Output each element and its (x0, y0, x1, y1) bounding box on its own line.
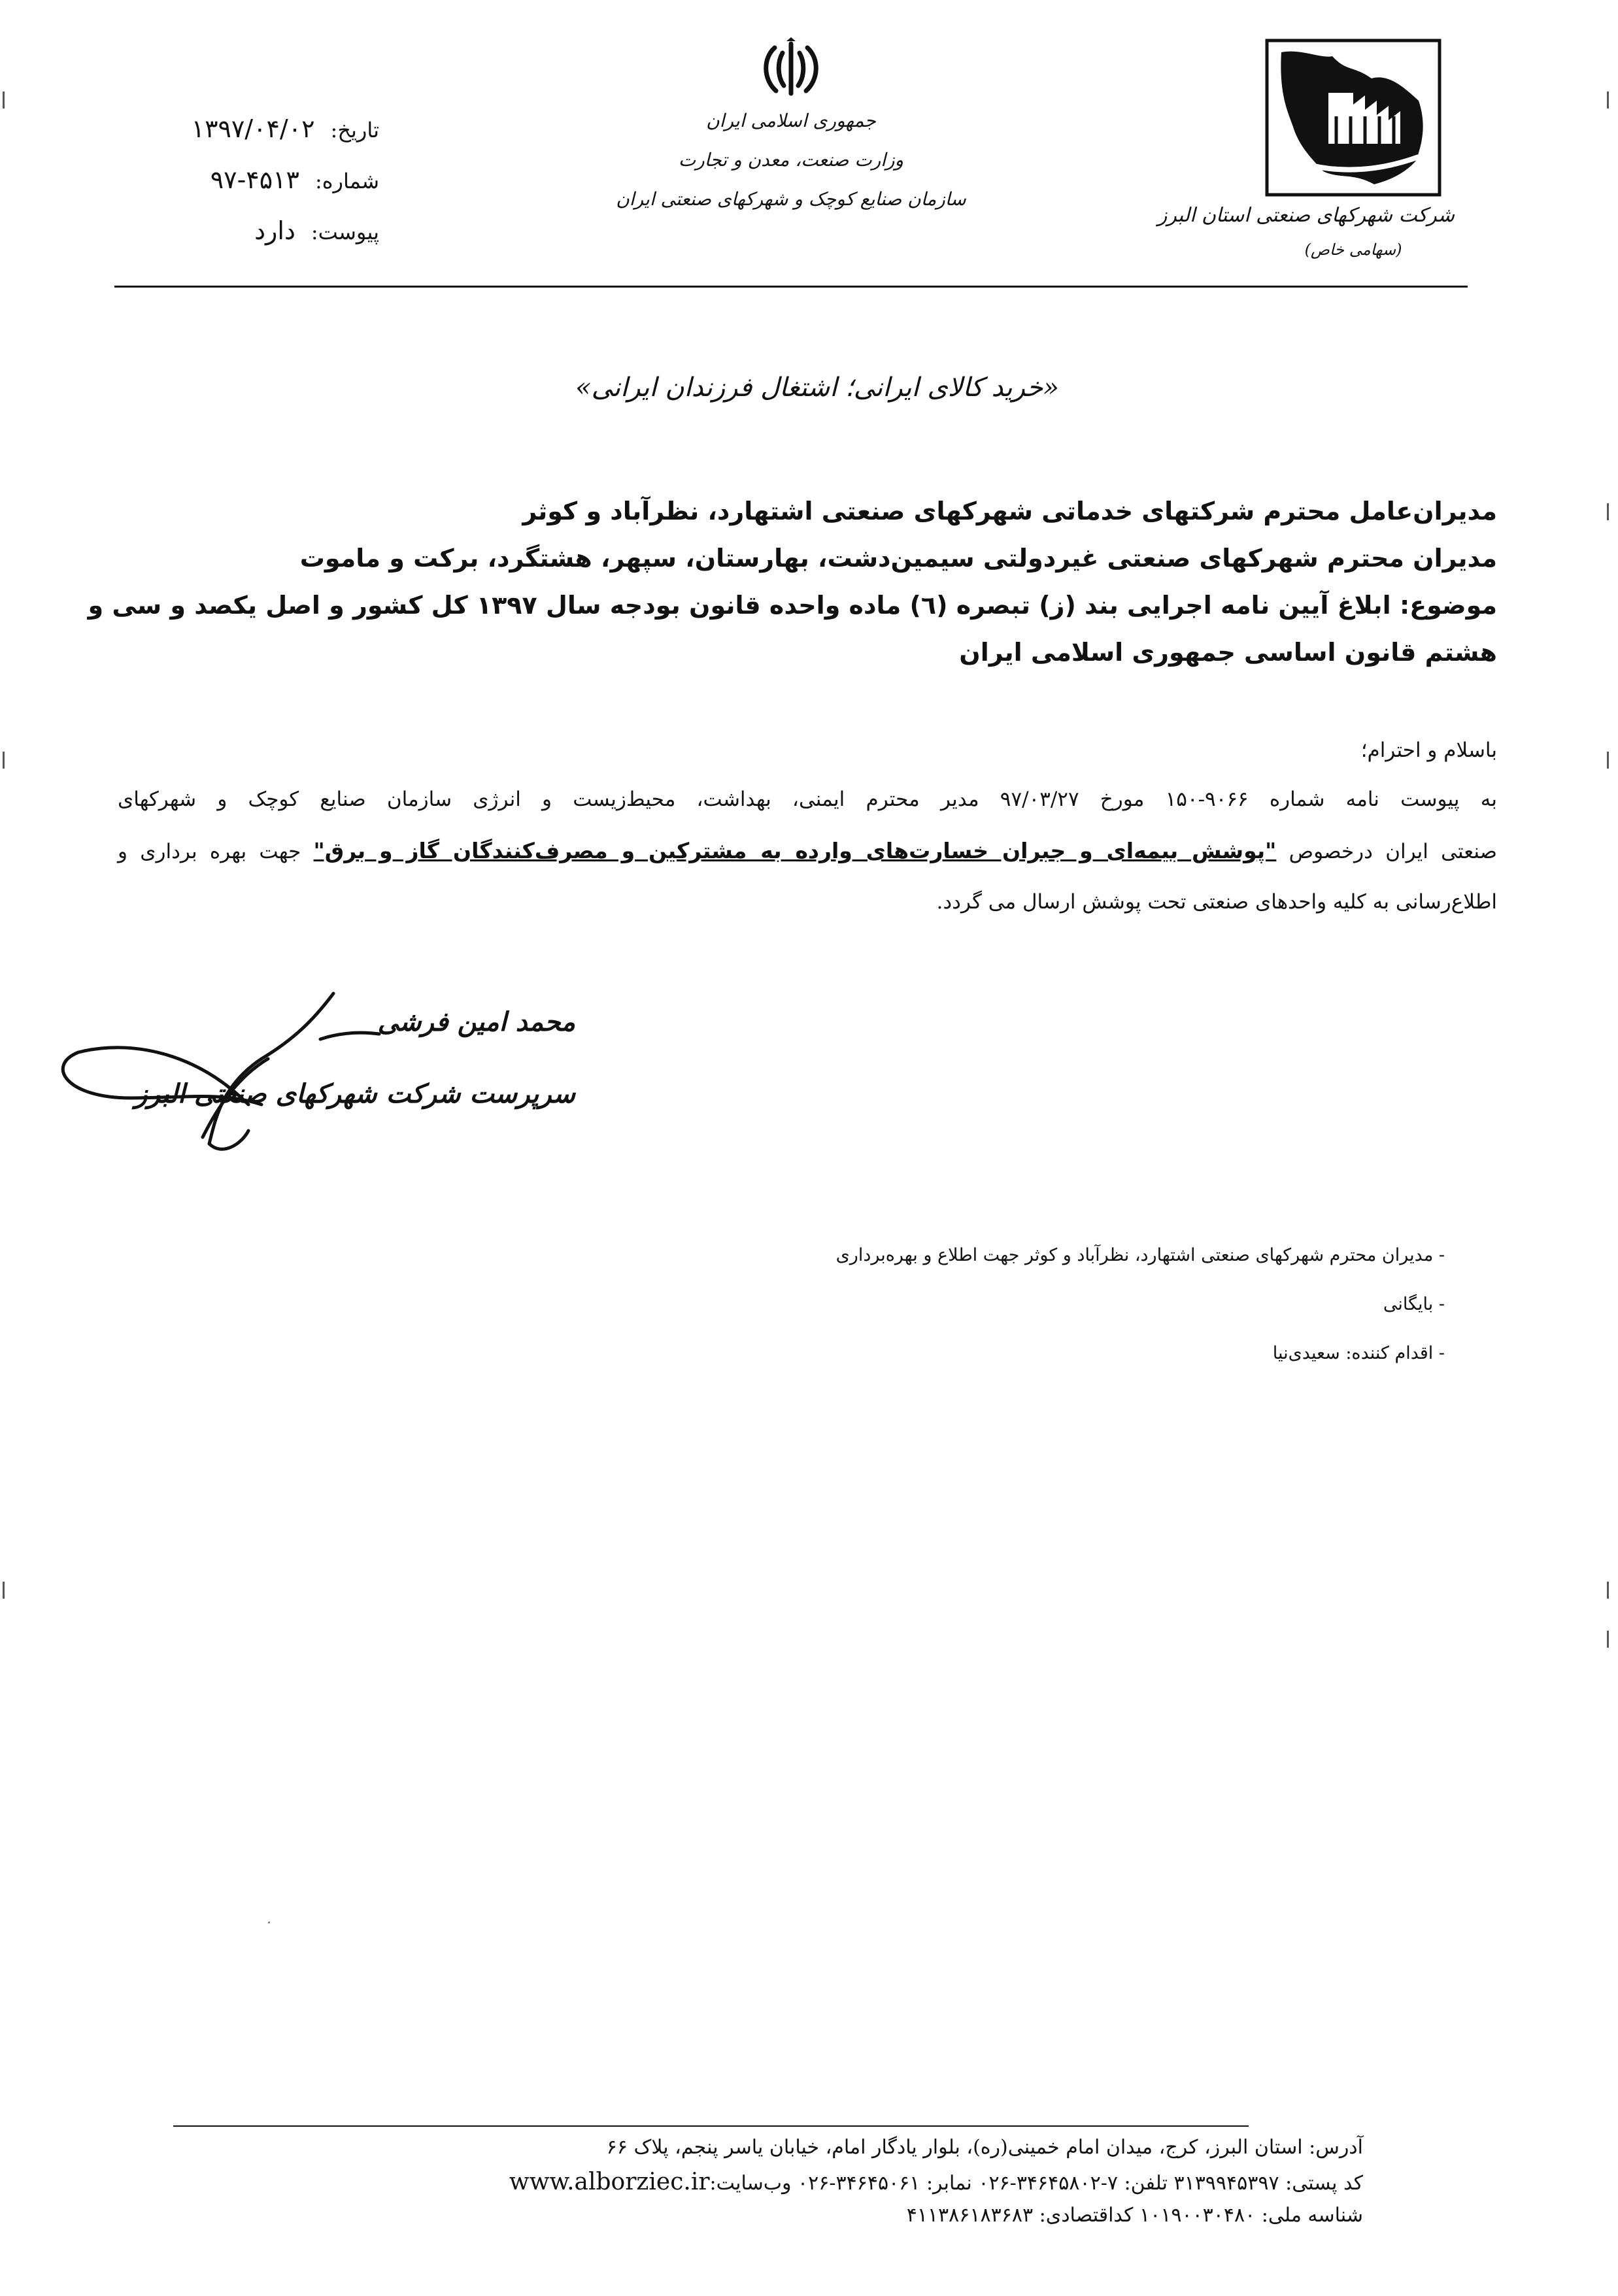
recipients-line-1: مدیران‌عامل محترم شرکتهای خدماتی شهرکهای صنعتی اشتهارد، نظرآباد و کوثر (522, 497, 1497, 525)
scan-edge-mark (1607, 503, 1609, 520)
cc-item: - اقدام کننده: سعیدی‌نیا (1272, 1343, 1445, 1363)
meta-attachment-row (131, 216, 379, 249)
signer-title: سرپرست شرکت شهرکهای صنعتی البرز (135, 1078, 575, 1109)
government-header (608, 36, 974, 271)
gov-organization: سازمان صنایع کوچک و شهرکهای صنعتی ایران (616, 188, 966, 210)
scan-edge-mark (1607, 92, 1609, 108)
subject-line-2: هشتم قانون اساسی جمهوری اسلامی ایران (959, 638, 1497, 667)
body-line-2 (118, 838, 1497, 863)
body-line-2-start: صنعتی ایران درخصوص (1289, 840, 1498, 863)
attachment-value: دارد (254, 216, 295, 245)
signer-name: محمد امین فرشی (377, 1007, 575, 1037)
company-name: شرکت شهرکهای صنعتی استان البرز (1157, 204, 1455, 227)
gov-ministry: وزارت صنعت، معدن و تجارت (678, 149, 904, 171)
cc-item: - مدیران محترم شهرکهای صنعتی اشتهارد، نظرآباد و کوثر جهت اطلاع و بهره‌برداری (835, 1245, 1445, 1265)
header-divider (114, 286, 1468, 288)
iran-map-factory-logo-icon (1255, 33, 1451, 203)
footer-contact (173, 2169, 1363, 2195)
scan-edge-mark (1607, 752, 1609, 769)
footer-ids: شناسه ملی: ۱۰۱۹۰۰۳۰۴۸۰ کداقتصادی: ۴۱۱۳۸۶۱۸۳۶۸۳ (906, 2204, 1363, 2227)
footer-divider (173, 2125, 1249, 2127)
footer-contact-details: کد پستی: ۳۱۳۹۹۴۵۳۹۷ تلفن: ۷-۳۴۶۴۵۸۰۲-۰۲۶ نمابر: ۳۴۶۴۵۰۶۱-۰۲۶ وب‌سایت: (709, 2172, 1363, 2195)
greeting: باسلام و احترام؛ (1360, 739, 1497, 762)
subject-line-1: موضوع: ابلاغ آیین نامه اجرایی بند (ز) تبصره (٦) ماده واحده قانون بودجه سال ۱۳۹۷ کل کشور و اصل یکصد و سی و (88, 591, 1497, 620)
body-line-1: به پیوست نامه شماره ۹۰۶۶-۱۵۰ مورخ ۹۷/۰۳/۲۷ مدیر محترم ایمنی، بهداشت، محیط‌زیست و انرژی سازمان صنایع کوچک و شهرکهای (118, 788, 1497, 811)
footer-address: آدرس: استان البرز، کرج، میدان امام خمینی(ره)، بلوار یادگار امام، خیابان یاسر پنجم، پلاک ۶۶ (606, 2136, 1363, 2159)
body-line-2-end: جهت بهره برداری و (118, 840, 301, 863)
number-label: شماره: (314, 169, 379, 193)
company-type: (سهامی خاص) (1304, 241, 1402, 259)
insurance-topic-emphasis: "پوشش بیمه‌ای و جبران خسارت‌های وارده به مشترکین و مصرف‌کنندگان گاز و برق" (313, 838, 1277, 863)
website-link[interactable]: www.alborziec.ir (509, 2169, 710, 2195)
slogan: «خرید کالای ایرانی؛ اشتغال فرزندان ایرانی» (575, 373, 1059, 403)
scan-edge-mark (3, 92, 5, 108)
gov-country: جمهوری اسلامی ایران (706, 110, 876, 131)
scan-edge-mark (3, 752, 5, 769)
iran-emblem-icon (755, 36, 827, 101)
scan-edge-mark (1607, 1631, 1609, 1648)
body-line-3: اطلاع‌رسانی به کلیه واحدهای صنعتی تحت پوشش ارسال می گردد. (936, 890, 1497, 914)
date-label: تاریخ: (330, 118, 379, 142)
scan-speck (268, 1922, 270, 1923)
recipients-line-2: مدیران محترم شهرکهای صنعتی غیردولتی سیمین‌دشت، بهارستان، سپهر، هشتگرد، برکت و ماموت (299, 544, 1497, 573)
company-logo (1157, 33, 1455, 281)
attachment-label: پیوست: (311, 220, 379, 244)
date-value: ۱۳۹۷/۰۴/۰۲ (191, 114, 315, 143)
letter-meta (131, 108, 379, 265)
cc-item: - بایگانی (1383, 1294, 1445, 1314)
scan-edge-mark (3, 1582, 5, 1599)
signature-block (52, 980, 615, 1176)
meta-date-row (131, 114, 379, 147)
meta-number-row (131, 165, 379, 198)
scan-edge-mark (1607, 1582, 1609, 1599)
number-value: ۹۷-۴۵۱۳ (210, 165, 299, 194)
